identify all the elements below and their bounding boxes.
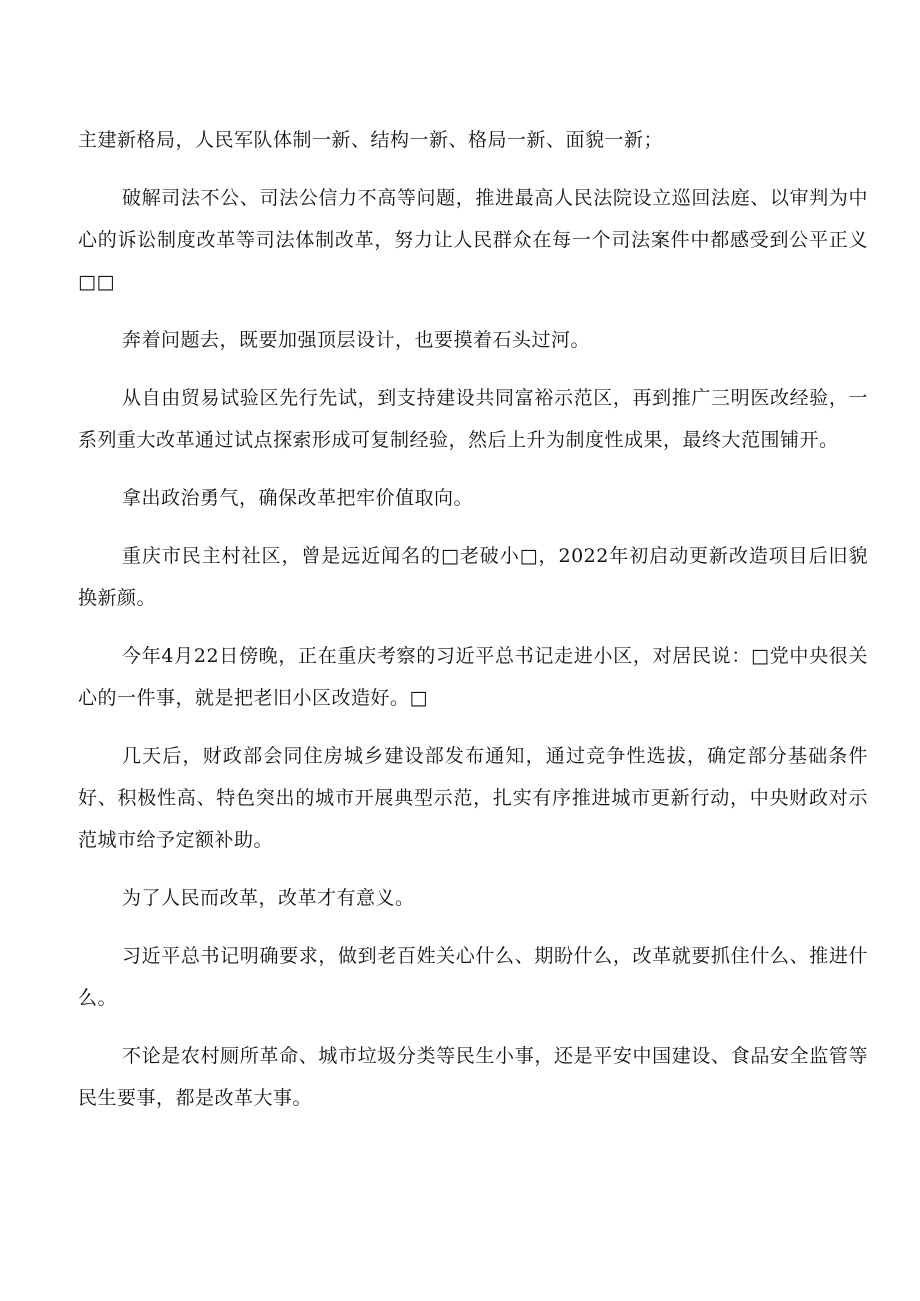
paragraph: 重庆市民主村社区，曾是远近闻名的□老破小□，2022年初启动更新改造项目后旧貌换新颜。 [78,545,868,609]
paragraph: 不论是农村厕所革命、城市垃圾分类等民生小事，还是平安中国建设、食品安全监管等民生要事，都是改革大事。 [78,1045,868,1109]
paragraph: 习近平总书记明确要求，做到老百姓关心什么、期盼什么，改革就要抓住什么、推进什么。 [78,945,868,1009]
paragraph: 今年4月22日傍晚，正在重庆考察的习近平总书记走进小区，对居民说：□党中央很关心的一件事，就是把老旧小区改造好。□ [78,645,868,709]
paragraph: 破解司法不公、司法公信力不高等问题，推进最高人民法院设立巡回法庭、以审判为中心的诉讼制度改革等司法体制改革，努力让人民群众在每一个司法案件中都感受到公平正义□□ [78,187,868,293]
document-body [78,119,868,1135]
paragraph: 几天后，财政部会同住房城乡建设部发布通知，通过竞争性选拔，确定部分基础条件好、积极性高、特色突出的城市开展典型示范，扎实有序推进城市更新行动，中央财政对示范城市给予定额补助。 [78,745,868,851]
paragraph: 为了人民而改革，改革才有意义。 [122,887,415,909]
paragraph: 拿出政治勇气，确保改革把牢价值取向。 [122,487,474,509]
paragraph: 奔着问题去，既要加强顶层设计，也要摸着石头过河。 [122,329,591,351]
paragraph: 主建新格局，人民军队体制一新、结构一新、格局一新、面貌一新； [78,129,664,151]
paragraph: 从自由贸易试验区先行先试，到支持建设共同富裕示范区，再到推广三明医改经验，一系列重大改革通过试点探索形成可复制经验，然后上升为制度性成果，最终大范围铺开。 [78,387,868,451]
